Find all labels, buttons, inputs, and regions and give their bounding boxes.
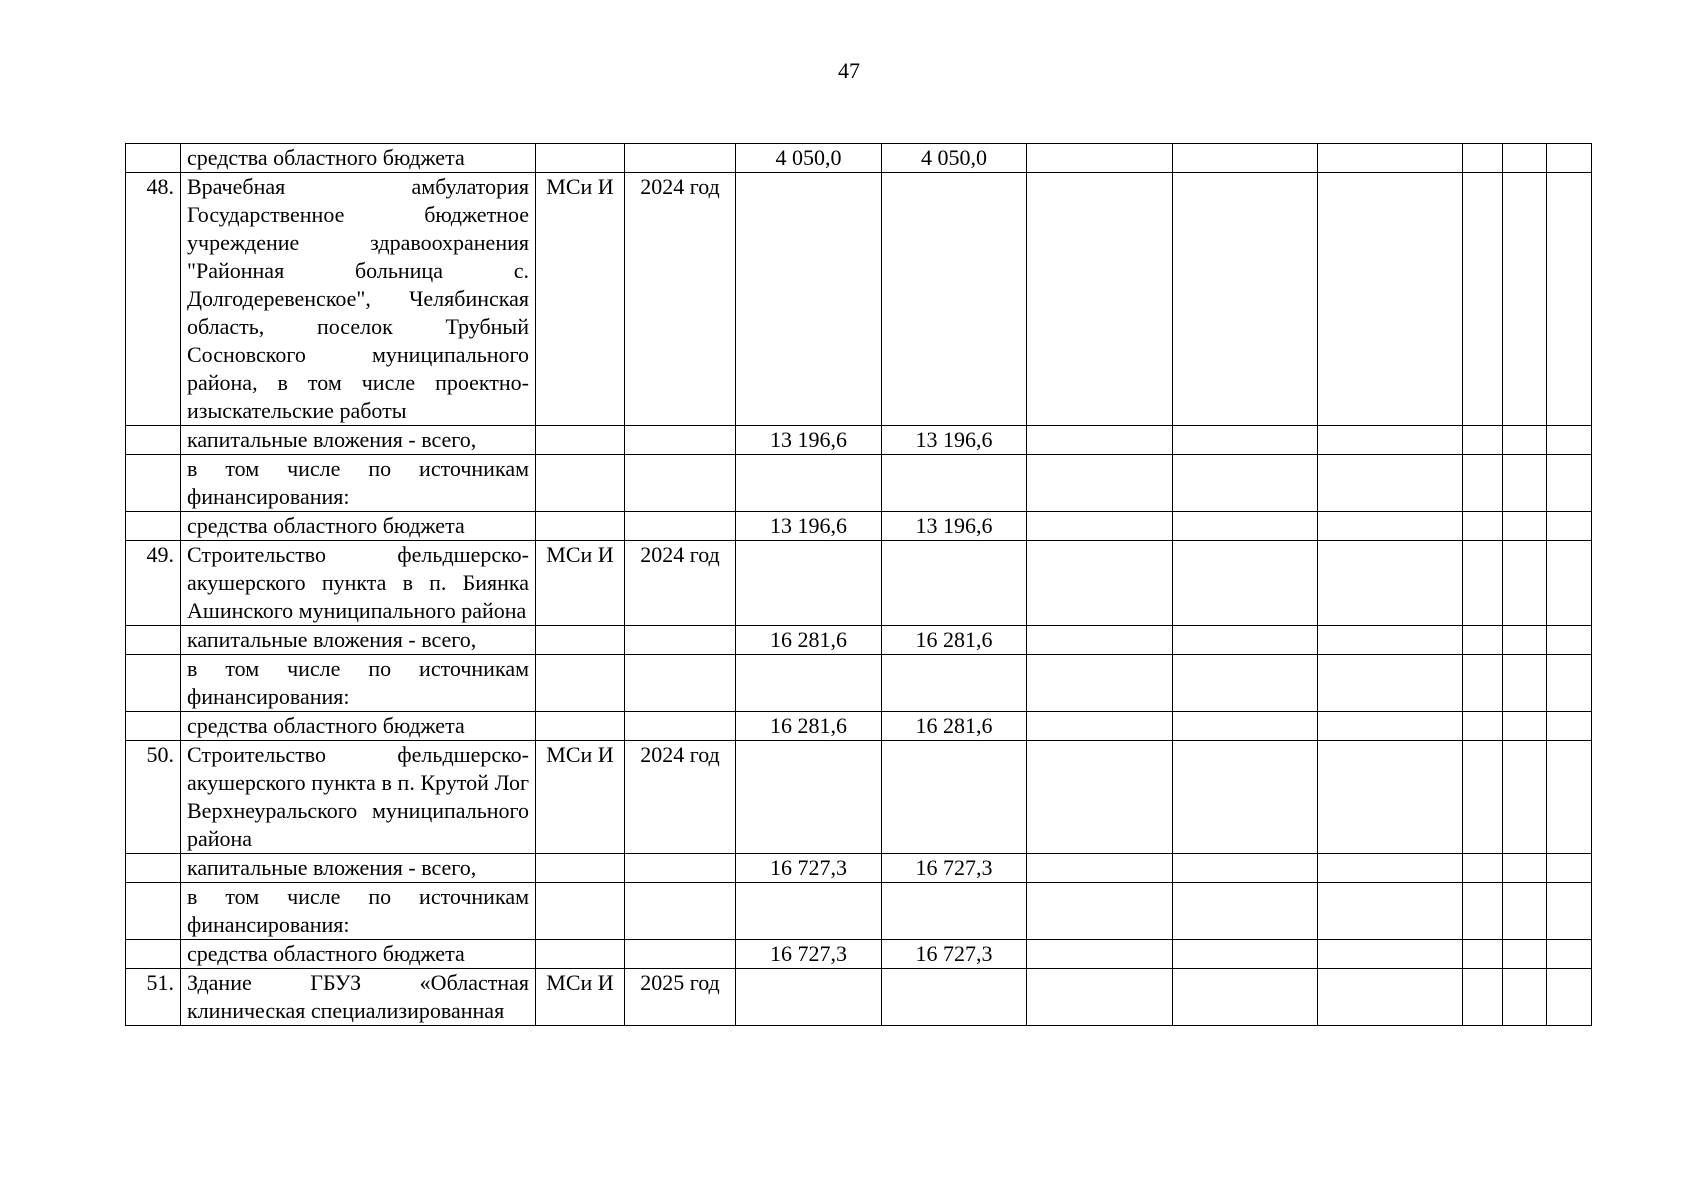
cell-empty xyxy=(1318,626,1463,655)
cell-empty xyxy=(1027,173,1173,426)
cell-empty xyxy=(1027,512,1173,541)
table-row xyxy=(126,455,1592,512)
cell-amount-total: 16 727,3 xyxy=(736,854,882,883)
table-row xyxy=(126,741,1592,854)
cell-amount-total: 13 196,6 xyxy=(736,512,882,541)
cell-amount-year: 16 281,6 xyxy=(882,712,1027,741)
table-row xyxy=(126,512,1592,541)
table-row xyxy=(126,655,1592,712)
cell-empty xyxy=(1547,883,1592,940)
cell-empty xyxy=(1173,426,1318,455)
cell-empty xyxy=(1463,512,1503,541)
cell-empty xyxy=(1463,144,1503,173)
cell-executor xyxy=(536,455,625,512)
cell-executor: МСи И xyxy=(536,541,625,626)
cell-amount-year: 16 281,6 xyxy=(882,626,1027,655)
cell-object-name: средства областного бюджета xyxy=(181,712,536,741)
cell-executor xyxy=(536,655,625,712)
cell-executor xyxy=(536,626,625,655)
cell-number xyxy=(126,426,181,455)
cell-period xyxy=(625,883,736,940)
cell-empty xyxy=(1173,969,1318,1026)
cell-empty xyxy=(1503,512,1547,541)
cell-empty xyxy=(1547,455,1592,512)
cell-object-name: Врачебная амбулатория Государственное бюджетное учреждение здравоохранения "Районная больница с. Долгодеревенское", Челябинская область, поселок Трубный Сосновского муниципального района, в том числе проектно-изыскательские работы xyxy=(181,173,536,426)
cell-empty xyxy=(1173,854,1318,883)
cell-period xyxy=(625,655,736,712)
cell-object-name: в том числе по источникам финансирования: xyxy=(181,883,536,940)
cell-amount-year: 4 050,0 xyxy=(882,144,1027,173)
cell-empty xyxy=(1463,626,1503,655)
cell-object-name: Строительство фельдшерско-акушерского пункта в п. Крутой Лог Верхнеуральского муниципального района xyxy=(181,741,536,854)
budget-table xyxy=(125,143,1592,1026)
cell-empty xyxy=(1173,741,1318,854)
cell-executor xyxy=(536,712,625,741)
cell-period: 2024 год xyxy=(625,741,736,854)
cell-object-name: капитальные вложения - всего, xyxy=(181,854,536,883)
cell-empty xyxy=(1173,173,1318,426)
cell-empty xyxy=(1318,426,1463,455)
cell-empty xyxy=(1318,854,1463,883)
cell-empty xyxy=(1173,655,1318,712)
cell-amount-total: 16 727,3 xyxy=(736,940,882,969)
cell-executor: МСи И xyxy=(536,969,625,1026)
cell-period: 2024 год xyxy=(625,173,736,426)
cell-period xyxy=(625,455,736,512)
cell-number: 49. xyxy=(126,541,181,626)
cell-empty xyxy=(1463,883,1503,940)
table-row xyxy=(126,712,1592,741)
cell-number xyxy=(126,455,181,512)
cell-empty xyxy=(1503,655,1547,712)
cell-empty xyxy=(1173,541,1318,626)
cell-empty xyxy=(1318,455,1463,512)
cell-empty xyxy=(1547,655,1592,712)
cell-empty xyxy=(1318,541,1463,626)
cell-amount-year xyxy=(882,541,1027,626)
cell-empty xyxy=(1027,940,1173,969)
cell-executor: МСи И xyxy=(536,173,625,426)
cell-empty xyxy=(1027,541,1173,626)
cell-empty xyxy=(1173,712,1318,741)
cell-empty xyxy=(1547,144,1592,173)
cell-amount-total: 4 050,0 xyxy=(736,144,882,173)
cell-amount-year xyxy=(882,741,1027,854)
cell-empty xyxy=(1318,512,1463,541)
cell-empty xyxy=(1173,455,1318,512)
cell-amount-year: 16 727,3 xyxy=(882,854,1027,883)
cell-empty xyxy=(1318,940,1463,969)
cell-amount-total xyxy=(736,741,882,854)
table-row xyxy=(126,541,1592,626)
cell-empty xyxy=(1027,712,1173,741)
cell-empty xyxy=(1503,712,1547,741)
cell-empty xyxy=(1173,626,1318,655)
cell-empty xyxy=(1173,144,1318,173)
cell-empty xyxy=(1547,173,1592,426)
cell-period xyxy=(625,426,736,455)
cell-empty xyxy=(1503,741,1547,854)
cell-empty xyxy=(1027,455,1173,512)
cell-empty xyxy=(1173,512,1318,541)
cell-period xyxy=(625,940,736,969)
cell-empty xyxy=(1318,969,1463,1026)
cell-amount-year xyxy=(882,969,1027,1026)
cell-number xyxy=(126,883,181,940)
cell-executor xyxy=(536,854,625,883)
cell-amount-year xyxy=(882,455,1027,512)
cell-object-name: средства областного бюджета xyxy=(181,940,536,969)
cell-amount-total: 16 281,6 xyxy=(736,626,882,655)
cell-empty xyxy=(1503,969,1547,1026)
cell-executor xyxy=(536,426,625,455)
cell-empty xyxy=(1503,455,1547,512)
cell-empty xyxy=(1463,173,1503,426)
cell-empty xyxy=(1547,541,1592,626)
cell-empty xyxy=(1503,626,1547,655)
table-row xyxy=(126,883,1592,940)
cell-executor xyxy=(536,940,625,969)
cell-period xyxy=(625,854,736,883)
cell-period xyxy=(625,626,736,655)
cell-object-name: капитальные вложения - всего, xyxy=(181,426,536,455)
cell-empty xyxy=(1318,712,1463,741)
cell-amount-year xyxy=(882,655,1027,712)
cell-empty xyxy=(1463,655,1503,712)
cell-empty xyxy=(1027,854,1173,883)
table-row xyxy=(126,426,1592,455)
cell-amount-year xyxy=(882,883,1027,940)
cell-empty xyxy=(1027,655,1173,712)
cell-number xyxy=(126,512,181,541)
cell-object-name: Здание ГБУЗ «Областная клиническая специализированная xyxy=(181,969,536,1026)
cell-amount-year: 13 196,6 xyxy=(882,512,1027,541)
cell-empty xyxy=(1173,940,1318,969)
cell-empty xyxy=(1547,712,1592,741)
cell-amount-total: 13 196,6 xyxy=(736,426,882,455)
cell-object-name: Строительство фельдшерско-акушерского пункта в п. Биянка Ашинского муниципального района xyxy=(181,541,536,626)
cell-amount-total xyxy=(736,173,882,426)
cell-empty xyxy=(1463,854,1503,883)
cell-empty xyxy=(1027,426,1173,455)
cell-empty xyxy=(1547,626,1592,655)
cell-number: 51. xyxy=(126,969,181,1026)
cell-empty xyxy=(1547,969,1592,1026)
cell-amount-total xyxy=(736,883,882,940)
cell-empty xyxy=(1503,173,1547,426)
cell-amount-year: 16 727,3 xyxy=(882,940,1027,969)
table-row xyxy=(126,969,1592,1026)
cell-empty xyxy=(1547,512,1592,541)
cell-empty xyxy=(1547,940,1592,969)
cell-period: 2025 год xyxy=(625,969,736,1026)
cell-empty xyxy=(1318,144,1463,173)
cell-amount-total: 16 281,6 xyxy=(736,712,882,741)
cell-empty xyxy=(1027,144,1173,173)
table-row xyxy=(126,173,1592,426)
table-row xyxy=(126,626,1592,655)
cell-empty xyxy=(1318,655,1463,712)
cell-amount-year xyxy=(882,173,1027,426)
cell-empty xyxy=(1503,854,1547,883)
cell-empty xyxy=(1503,426,1547,455)
cell-empty xyxy=(1027,883,1173,940)
cell-object-name: в том числе по источникам финансирования: xyxy=(181,455,536,512)
cell-object-name: средства областного бюджета xyxy=(181,144,536,173)
cell-empty xyxy=(1547,741,1592,854)
table-row xyxy=(126,144,1592,173)
cell-empty xyxy=(1463,541,1503,626)
cell-executor xyxy=(536,144,625,173)
cell-amount-total xyxy=(736,655,882,712)
cell-empty xyxy=(1463,969,1503,1026)
cell-number xyxy=(126,854,181,883)
cell-number: 50. xyxy=(126,741,181,854)
cell-number xyxy=(126,940,181,969)
page-number: 47 xyxy=(838,58,860,83)
cell-number xyxy=(126,655,181,712)
cell-number xyxy=(126,712,181,741)
cell-executor: МСи И xyxy=(536,741,625,854)
cell-empty xyxy=(1503,940,1547,969)
cell-empty xyxy=(1027,969,1173,1026)
cell-period xyxy=(625,144,736,173)
cell-empty xyxy=(1318,173,1463,426)
cell-empty xyxy=(1547,854,1592,883)
cell-amount-total xyxy=(736,455,882,512)
cell-amount-year: 13 196,6 xyxy=(882,426,1027,455)
cell-object-name: средства областного бюджета xyxy=(181,512,536,541)
cell-executor xyxy=(536,883,625,940)
cell-empty xyxy=(1027,626,1173,655)
cell-empty xyxy=(1318,741,1463,854)
cell-empty xyxy=(1463,940,1503,969)
cell-object-name: капитальные вложения - всего, xyxy=(181,626,536,655)
cell-empty xyxy=(1503,144,1547,173)
cell-period xyxy=(625,512,736,541)
table-row xyxy=(126,854,1592,883)
cell-number xyxy=(126,626,181,655)
cell-object-name: в том числе по источникам финансирования: xyxy=(181,655,536,712)
cell-empty xyxy=(1463,455,1503,512)
cell-number xyxy=(126,144,181,173)
cell-empty xyxy=(1463,712,1503,741)
cell-empty xyxy=(1173,883,1318,940)
cell-empty xyxy=(1547,426,1592,455)
cell-period: 2024 год xyxy=(625,541,736,626)
cell-executor xyxy=(536,512,625,541)
cell-empty xyxy=(1463,741,1503,854)
cell-period xyxy=(625,712,736,741)
cell-empty xyxy=(1027,741,1173,854)
cell-amount-total xyxy=(736,541,882,626)
cell-empty xyxy=(1503,541,1547,626)
cell-amount-total xyxy=(736,969,882,1026)
cell-empty xyxy=(1503,883,1547,940)
cell-empty xyxy=(1318,883,1463,940)
cell-empty xyxy=(1463,426,1503,455)
table-row xyxy=(126,940,1592,969)
cell-number: 48. xyxy=(126,173,181,426)
